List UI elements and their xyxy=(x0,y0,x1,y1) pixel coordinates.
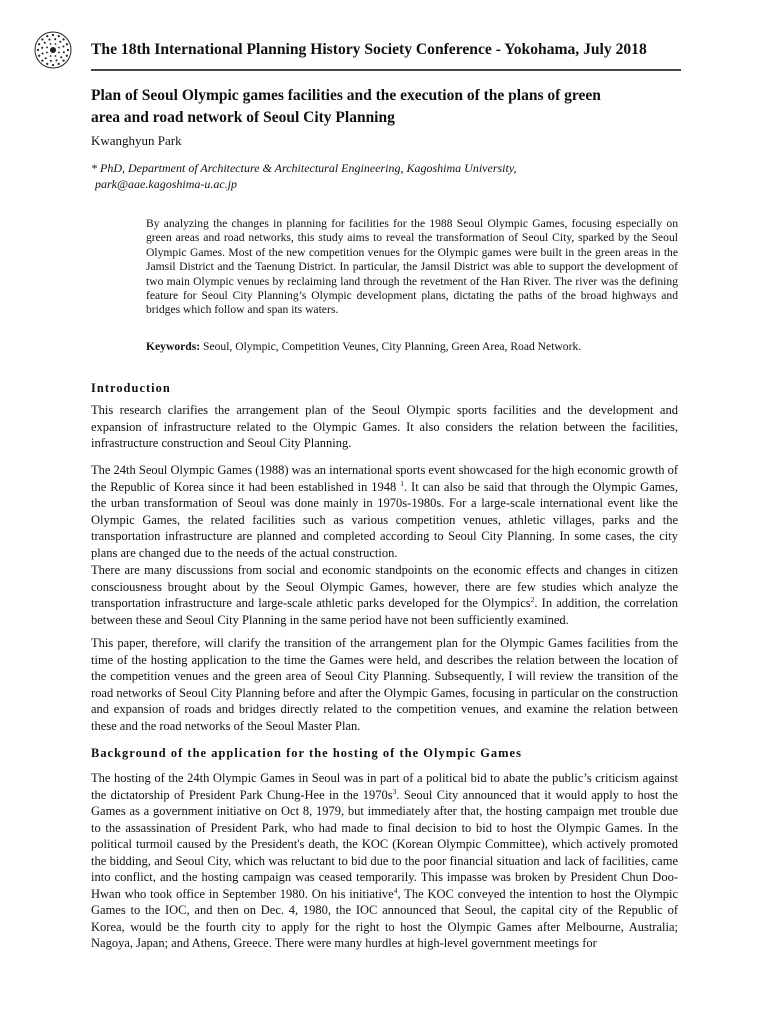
paragraph-text: This research clarifies the arrangement plan of the Seoul Olympic sports facilities and the development and expansion of infrastructure related to the Olympic Games. It also considers the relation between the facilities, infrastructure construction and Seoul City Planning. xyxy=(91,403,678,450)
keywords-label: Keywords: xyxy=(146,340,201,353)
logo-dot xyxy=(55,43,57,45)
paragraph-text: , The KOC conveyed the intention to host the Olympic Games to the IOC, and then on Dec. 4, 1980, the IOC announced that Seoul, the capital city of the Republic of Korea, would be the fourth city to apply for the right to host the Olympic Games after Melbourne, Australia; Nagoya, Japan; and Athens, Greece. There were many hurdles at high-level government meetings for xyxy=(91,886,678,950)
logo-dot xyxy=(46,47,48,49)
logo-dot xyxy=(55,55,57,57)
paragraph-text: The hosting of the 24th Olympic Games in Seoul was in part of a political bid to abate the public’s criticism against the dictatorship of President Park Chung-Hee in the 1970s xyxy=(91,771,678,802)
paragraph-text: . In addition, the correlation between these and Seoul City Planning in the same period have not been sufficiently examined. xyxy=(91,596,679,627)
logo-dot xyxy=(48,39,50,41)
footnote-ref: 4 xyxy=(393,885,398,895)
logo-dot xyxy=(42,52,44,54)
logo-dot xyxy=(60,56,62,58)
header-divider xyxy=(91,69,681,71)
logo-dot xyxy=(59,41,61,43)
logo-dot xyxy=(58,47,60,49)
section-heading: Introduction xyxy=(91,381,171,395)
logo-dot xyxy=(46,63,48,65)
author-affiliation xyxy=(91,161,517,192)
logo-dot xyxy=(41,59,43,61)
keywords xyxy=(146,340,581,353)
paragraph-text: The 24th Seoul Olympic Games (1988) was an international sports event showcased for the high economic growth of the Republic of Korea since it had been established in 1948 xyxy=(91,463,679,494)
logo-dot xyxy=(58,63,60,65)
logo-dot xyxy=(52,34,54,36)
logo-dot xyxy=(46,52,48,54)
logo-dot xyxy=(58,52,60,54)
author-email: park@aae.kagoshima-u.ac.jp xyxy=(95,176,238,191)
footnote-ref: 2 xyxy=(530,594,535,604)
logo-dot xyxy=(62,45,64,47)
keywords-list: Seoul, Olympic, Competition Veunes, City Planning, Green Area, Road Network. xyxy=(200,340,582,353)
logo-dot xyxy=(62,59,64,61)
paragraph xyxy=(91,562,678,628)
paragraph-text: There are many discussions from social and economic standpoints on the economic effects and changes in citizen consciousness brought about by the Seoul Olympic Games, however, there are few studies which analyze the transportation infrastructure and large-scale athletic parks developed for the Olympics xyxy=(91,563,678,610)
logo-dot xyxy=(38,55,40,57)
title-line: Plan of Seoul Olympic games facilities and the execution of the plans of green xyxy=(91,87,601,104)
logo-dot xyxy=(50,55,52,57)
logo-dot xyxy=(66,43,68,45)
logo-dot xyxy=(50,60,52,62)
logo-dot xyxy=(54,38,56,40)
conference-logo xyxy=(34,31,72,69)
logo-dot xyxy=(50,43,52,45)
paragraph-text: . It can also be said that through the Olympic Games, the urban transformation of Seoul was done mainly in 1970s-1980s. For a large-scale international event like the Olympic Games, the related facilities such as various competition venues, athletic villages, parks and the transportation infrastructure are planned and completed according to Seoul City Planning. In some cases, the city plans are changed due to the needs of the actual construction. xyxy=(91,479,679,560)
logo-dot xyxy=(66,55,68,57)
section-heading: Background of the application for the hosting of the Olympic Games xyxy=(91,746,522,760)
logo-dot xyxy=(46,35,48,37)
paragraph xyxy=(91,402,678,452)
logo-dot xyxy=(38,43,40,45)
conference-header: The 18th International Planning History Society Conference - Yokohama, July 2018 xyxy=(91,41,647,58)
footnote-ref: 3 xyxy=(392,786,397,796)
title-line: area and road network of Seoul City Planning xyxy=(91,109,395,126)
logo-dot xyxy=(52,64,54,66)
paragraph xyxy=(91,770,678,952)
logo-dot xyxy=(44,42,46,44)
logo-dot xyxy=(41,38,43,40)
logo-dot xyxy=(45,57,47,59)
author-name: Kwanghyun Park xyxy=(91,133,182,148)
logo-dot xyxy=(55,59,57,61)
paragraph xyxy=(91,462,678,561)
footnote-ref: 1 xyxy=(400,478,404,488)
affiliation-line: * PhD, Department of Architecture & Architectural Engineering, Kagoshima University, xyxy=(91,161,517,175)
logo-dot xyxy=(58,35,60,37)
paper-title xyxy=(91,85,671,129)
logo-dot xyxy=(37,49,39,51)
paragraph-text: This paper, therefore, will clarify the transition of the arrangement plan for the Olympic Games facilities from the time of the hosting application to the time the Games were held, and describes the relation between the location of the competition venues and the green area of Seoul City Planning. Subsequently, I will review the transition of the road networks of Seoul City Planning before and after the Olympic Games, focusing in particular on the construction and expansion of roads and bridges directly related to the competition venues, and examine the relation between these and the road networks of the Seoul Master Plan. xyxy=(91,636,678,733)
abstract: By analyzing the changes in planning for facilities for the 1988 Seoul Olympic Games, focusing especially on green areas and road networks, this study aims to reveal the transformation of Seoul City, sparked by the Seoul Olympic Games. Most of the new competition venues for the Olympic games were built in the green areas in the Jamsil District and the Taenung District. In particular, the Jamsil District was able to support the development of two main Olympic venues by reclaiming land through the revetment of the Han River. The river was the defining feature for Seoul City Planning’s Olympic development plans, dictating the paths of the broad highways and bridges which follow and span its waters. xyxy=(146,217,678,317)
logo-dot xyxy=(62,38,64,40)
logo-dot xyxy=(67,49,69,51)
logo-center xyxy=(50,47,56,53)
logo-dot xyxy=(41,47,43,49)
logo-dot xyxy=(63,51,65,53)
paragraph-text: . Seoul City announced that it would apply to host the Games as a government initiative on Oct 8, 1979, but immediately after that, the hosting campaign met trouble due to the assassination of President Park, who had made to final decision to bid to host the Olympic Games. In the political turmoil caused by the President's death, the KOC (Korean Olympic Committee), which actively promoted the bidding, and Seoul City, which was reluctant to bid due to the poor financial situation and lack of facilities, came into conflict, and the hosting campaign was ceased temporarily. This impasse was broken by President Chun Doo-Hwan who took office in September 1980. On his initiative xyxy=(91,787,678,901)
paragraph xyxy=(91,635,678,734)
